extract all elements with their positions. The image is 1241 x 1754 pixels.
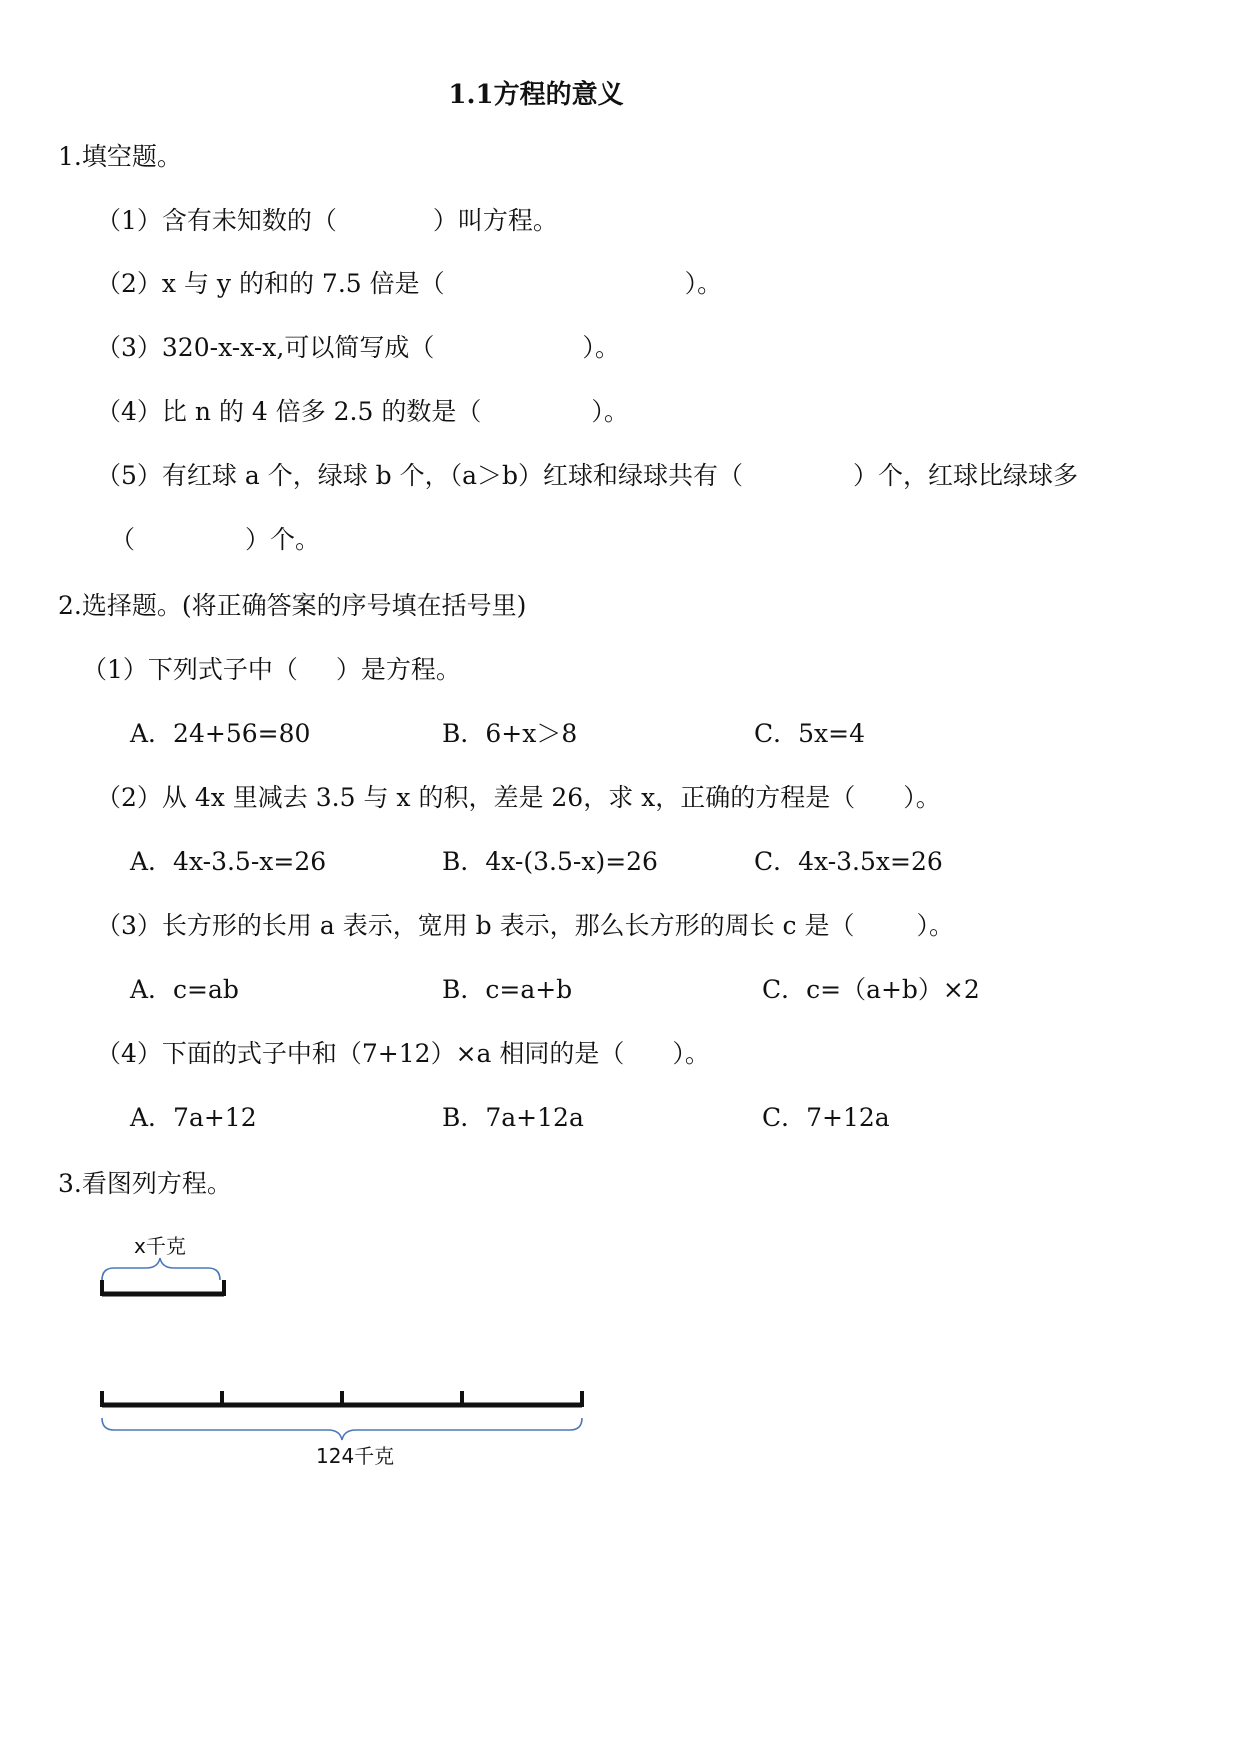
option-a[interactable]: A．4x-3.5-x=26 bbox=[130, 847, 327, 876]
option-c[interactable]: C．5x=4 bbox=[754, 719, 865, 748]
fill-item-5: （5）有红球 a 个，绿球 b 个，（a＞b）红球和绿球共有（ ）个，红球比绿球多 bbox=[96, 461, 1079, 490]
section2-heading: 2.选择题。(将正确答案的序号填在括号里) bbox=[58, 591, 527, 620]
choice-question-3: （3）长方形的长用 a 表示，宽用 b 表示，那么长方形的周长 c 是（ ）。 bbox=[96, 911, 955, 940]
fill-item-3: （3）320-x-x-x,可以简写成（ ）。 bbox=[96, 333, 620, 362]
segment-diagram bbox=[90, 1230, 610, 1490]
section1-heading: 1.填空题。 bbox=[58, 142, 182, 171]
option-c[interactable]: C．4x-3.5x=26 bbox=[754, 847, 943, 876]
fill-item-4: （4）比 n 的 4 倍多 2.5 的数是（ ）。 bbox=[96, 397, 629, 426]
option-c[interactable]: C．c=（a+b）×2 bbox=[762, 975, 980, 1004]
option-c[interactable]: C．7+12a bbox=[762, 1103, 890, 1132]
top-segment-label: x千克 bbox=[134, 1234, 186, 1258]
fill-item-2: （2）x 与 y 的和的 7.5 倍是（ ）。 bbox=[96, 269, 723, 298]
option-b[interactable]: B．4x-(3.5-x)=26 bbox=[442, 847, 658, 876]
choice-question-1: （1）下列式子中（ ）是方程。 bbox=[82, 655, 461, 684]
bottom-brace bbox=[102, 1418, 582, 1440]
option-a[interactable]: A．24+56=80 bbox=[130, 719, 311, 748]
bottom-segment-label: 124千克 bbox=[316, 1444, 395, 1468]
choice-question-2: （2）从 4x 里减去 3.5 与 x 的积，差是 26，求 x，正确的方程是（ ）。 bbox=[96, 783, 941, 812]
page-title: 1.1方程的意义 bbox=[448, 80, 624, 110]
fill-item-1: （1）含有未知数的（ ）叫方程。 bbox=[96, 206, 558, 235]
fill-item-5-continued: （ ）个。 bbox=[110, 525, 321, 554]
option-b[interactable]: B．6+x＞8 bbox=[442, 719, 578, 748]
top-brace bbox=[102, 1258, 220, 1280]
choice-question-4: （4）下面的式子中和（7+12）×a 相同的是（ ）。 bbox=[96, 1039, 710, 1068]
section3-heading: 3.看图列方程。 bbox=[58, 1169, 232, 1198]
option-b[interactable]: B．7a+12a bbox=[442, 1103, 584, 1132]
option-a[interactable]: A．7a+12 bbox=[130, 1103, 257, 1132]
option-a[interactable]: A．c=ab bbox=[130, 975, 239, 1004]
option-b[interactable]: B．c=a+b bbox=[442, 975, 573, 1004]
